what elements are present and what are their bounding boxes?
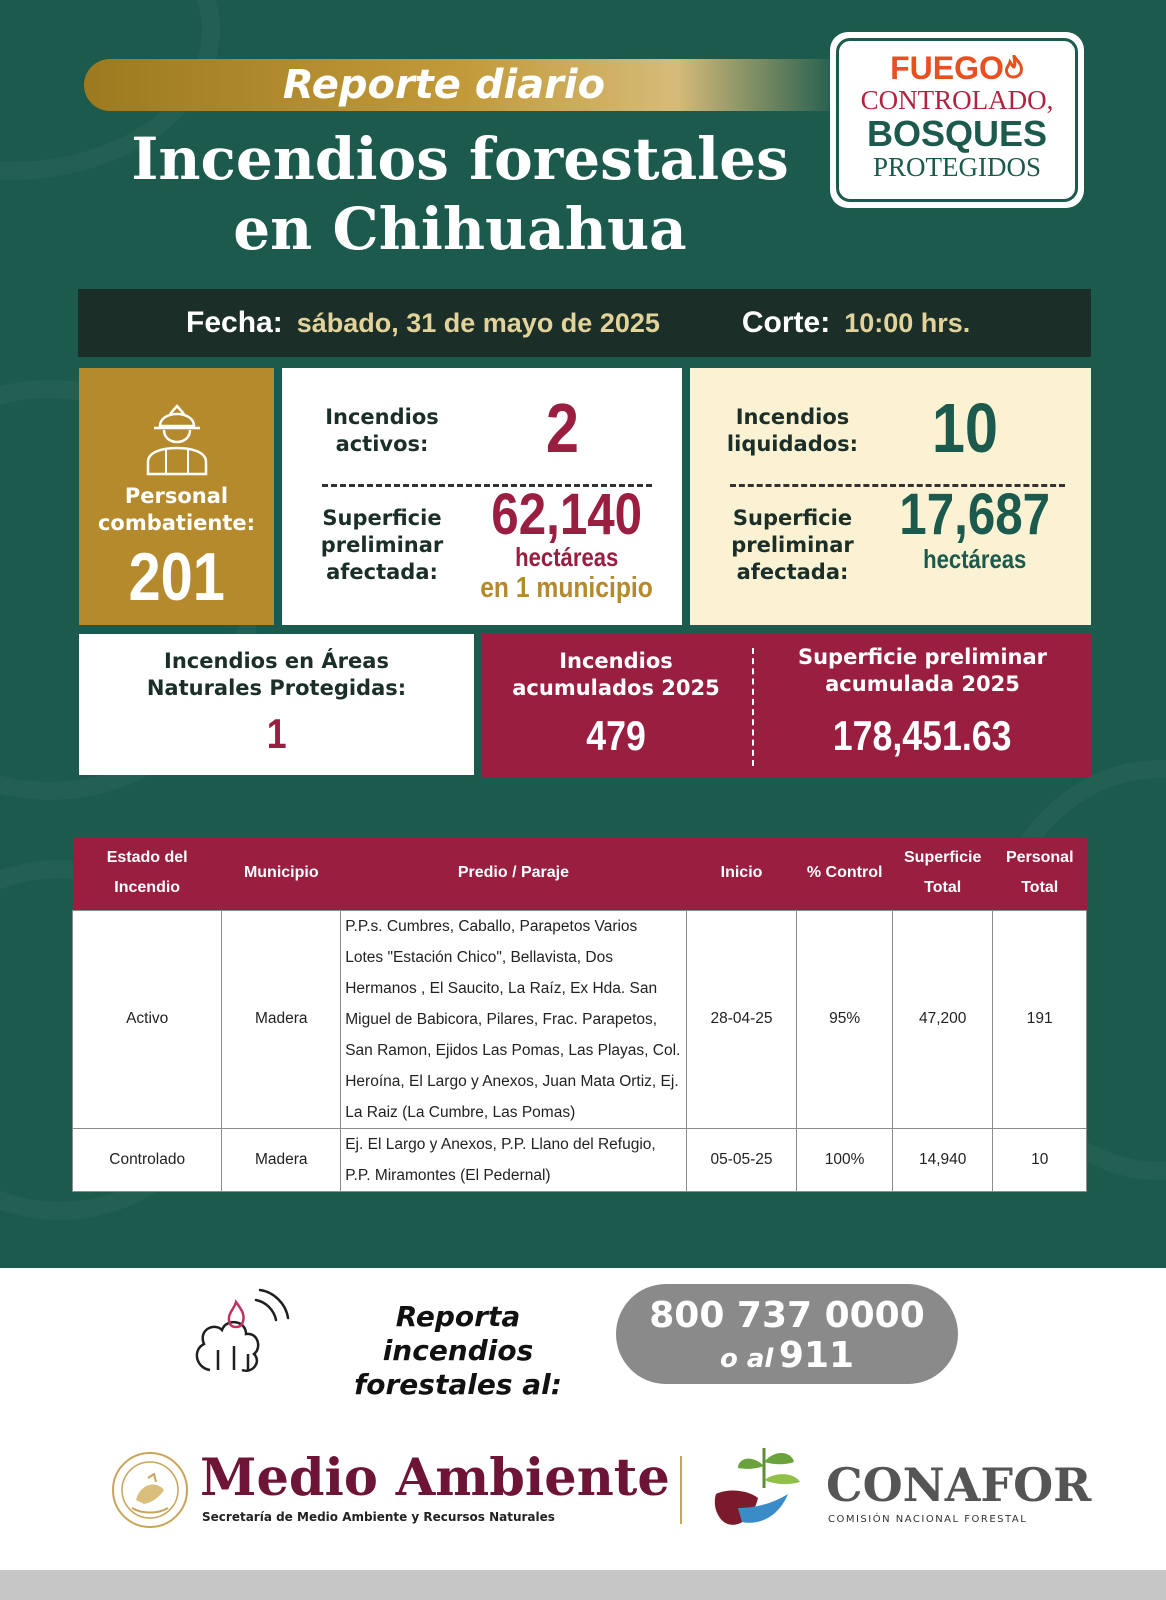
acumulados-label: Incendios acumulados 2025 [512, 649, 720, 700]
alt-prefix: o al [719, 1344, 774, 1374]
table-row [73, 1128, 1087, 1191]
medio-ambiente-title: Medio Ambiente [200, 1448, 670, 1508]
liquidados-sup-value: 17,687 [899, 482, 1051, 547]
footer-divider [680, 1456, 682, 1524]
acumulados-value: 479 [586, 712, 646, 759]
personal-cell: 191 [993, 910, 1087, 1128]
forest-fire-icon [190, 1288, 300, 1384]
activos-sup-note: en 1 municipio [480, 572, 654, 604]
table-header-cell: % Control [797, 837, 893, 910]
table-header-cell: Predio / Paraje [341, 837, 686, 910]
table-header-cell: Personal Total [993, 837, 1087, 910]
predio-cell: Ej. El Largo y Anexos, P.P. Llano del Refugio, P.P. Miramontes (El Pedernal) [341, 1128, 686, 1191]
date-bar [78, 289, 1091, 357]
conafor-logo-icon [708, 1438, 820, 1538]
corte-value: 10:00 hrs. [844, 307, 971, 338]
municipio-cell: Madera [222, 910, 341, 1128]
firefighter-icon [142, 398, 212, 478]
alt-number-line [616, 1335, 958, 1380]
personal-value: 201 [128, 539, 225, 615]
activos-value: 2 [545, 389, 579, 467]
badge-fuego: FUEGO [890, 50, 1004, 86]
conafor-title: CONAFOR [826, 1458, 1092, 1512]
badge-line1 [839, 51, 1075, 85]
bottom-strip [0, 1570, 1166, 1600]
conafor-subtitle: COMISIÓN NACIONAL FORESTAL [828, 1514, 1028, 1525]
campaign-badge [830, 32, 1084, 208]
flame-icon [1004, 55, 1024, 81]
activos-card [282, 368, 682, 625]
anp-card [79, 634, 474, 775]
liquidados-sup-label: Superficie preliminar afectada: [731, 506, 854, 584]
badge-line2: CONTROLADO, [860, 85, 1054, 115]
page-title-line1: Incendios forestales [131, 125, 789, 193]
banner-text: Reporte diario [282, 62, 606, 108]
phone-number[interactable]: 800 737 0000 [649, 1295, 925, 1336]
medio-ambiente-subtitle: Secretaría de Medio Ambiente y Recursos Naturales [202, 1510, 555, 1524]
badge-line3: BOSQUES [866, 113, 1048, 154]
liquidados-sup-unit: hectáreas [923, 544, 1027, 574]
page-title-line2: en Chihuahua [233, 195, 687, 263]
estado-cell: Activo [73, 910, 222, 1128]
personal-card [79, 368, 274, 625]
fires-table [72, 837, 1087, 1192]
table-header-cell: Superficie Total [892, 837, 993, 910]
superficie-cell: 47,200 [892, 910, 993, 1128]
control-cell: 100% [797, 1128, 893, 1191]
footer [0, 1410, 1166, 1570]
municipio-cell: Madera [222, 1128, 341, 1191]
liquidados-label: Incendios liquidados: [726, 405, 859, 456]
table-header-cell: Inicio [686, 837, 797, 910]
predio-cell: P.P.s. Cumbres, Caballo, Parapetos Varios Lotes "Estación Chico", Bellavista, Dos Hermanos , El Saucito, La Raíz, Ex Hda. San Miguel de Babicora, Pilares, Frac. Parapetos, San Ramon, Ejidos Las Pomas, Las Playas, Col. Heroína, El Largo y Anexos, Juan Mata Ortiz, Ej. La Raiz (La Cumbre, Las Pomas) [341, 910, 686, 1128]
activos-sup-unit: hectáreas [515, 542, 619, 572]
report-section [0, 1268, 1166, 1410]
inicio-cell: 05-05-25 [686, 1128, 797, 1191]
alt-number[interactable]: 911 [778, 1335, 855, 1376]
table-row [73, 910, 1087, 1128]
corte-label: Corte: [741, 306, 831, 339]
liquidados-value: 10 [931, 389, 999, 467]
phone-pill[interactable] [616, 1284, 958, 1384]
mexico-seal-icon [110, 1450, 190, 1530]
report-text: Reporta incendios forestales al: [354, 1300, 562, 1401]
table-header-cell: Estado del Incendio [73, 837, 222, 910]
anp-label: Incendios en Áreas Naturales Protegidas: [146, 649, 407, 700]
estado-cell: Controlado [73, 1128, 222, 1191]
fecha-value: sábado, 31 de mayo de 2025 [296, 307, 660, 338]
table-header-cell: Municipio [222, 837, 341, 910]
fecha-label: Fecha: [186, 306, 283, 339]
acumulados-card [482, 634, 1091, 777]
badge-line4: PROTEGIDOS [872, 152, 1041, 182]
report-banner [84, 59, 844, 111]
table-header-row [73, 837, 1087, 910]
personal-label: Personal combatiente: [97, 484, 256, 535]
activos-label: Incendios activos: [325, 405, 439, 456]
activos-sup-value: 62,140 [491, 482, 643, 547]
personal-cell: 10 [993, 1128, 1087, 1191]
control-cell: 95% [797, 910, 893, 1128]
activos-sup-label: Superficie preliminar afectada: [320, 506, 444, 584]
inicio-cell: 28-04-25 [686, 910, 797, 1128]
superficie-acumulada-label: Superficie preliminar acumulada 2025 [797, 645, 1048, 696]
superficie-cell: 14,940 [892, 1128, 993, 1191]
anp-value: 1 [266, 710, 287, 757]
liquidados-card [690, 368, 1091, 625]
superficie-acumulada-value: 178,451.63 [833, 712, 1012, 759]
